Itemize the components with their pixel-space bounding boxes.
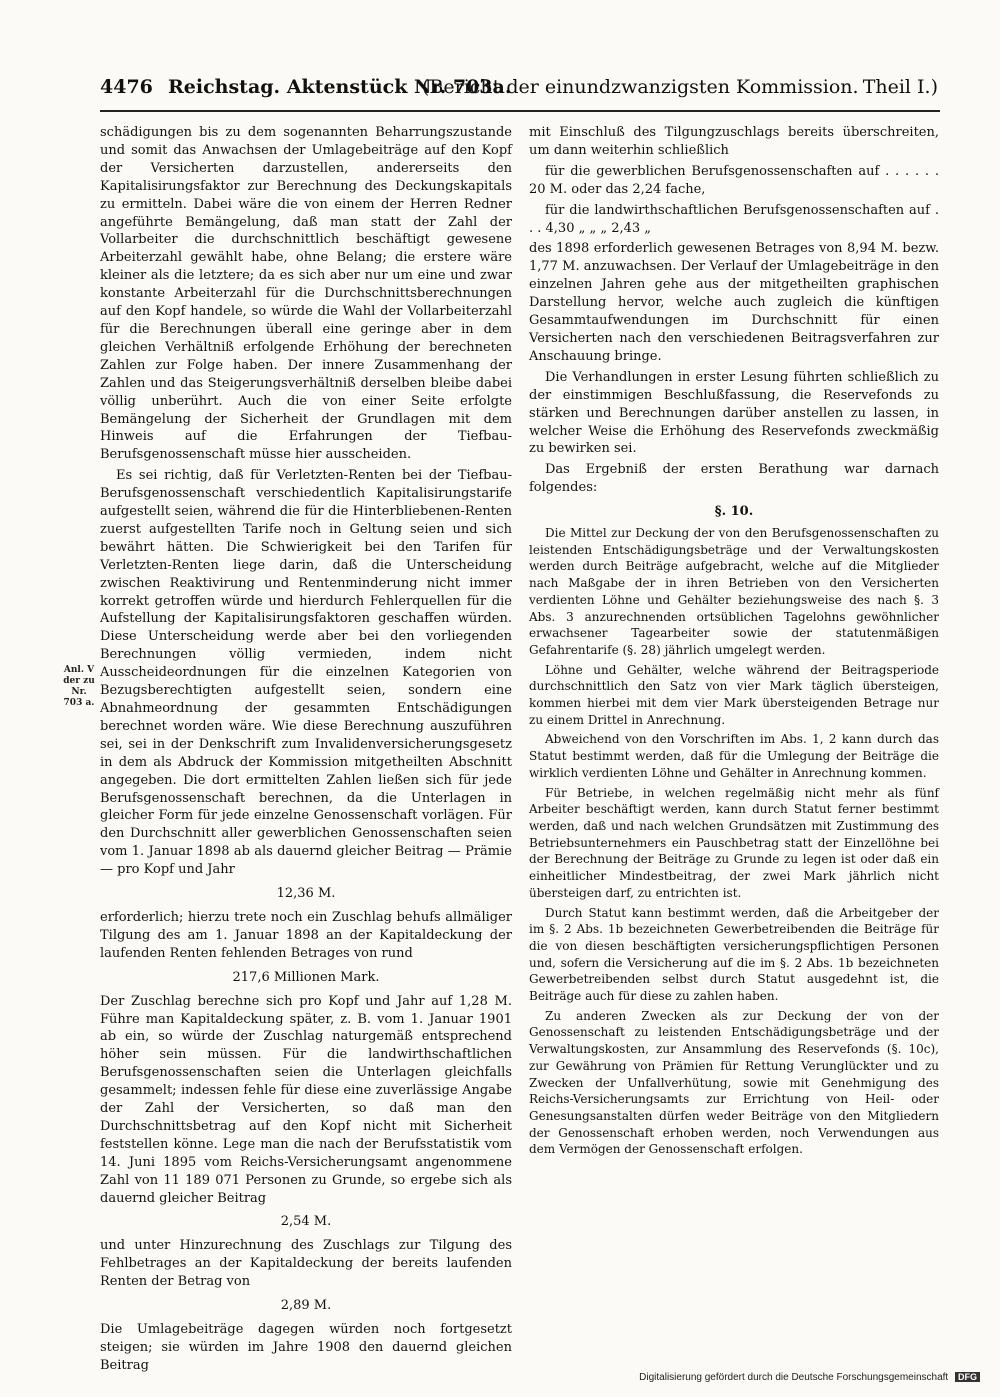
paragraph: und unter Hinzurechnung des Zuschlags zur Tilgung des Fehlbetrages an der Kapitaldeckung der bereits laufenden Renten der Betrag von — [100, 1238, 512, 1290]
dfg-logo: DFG — [955, 1372, 980, 1382]
amount-line: 12,36 M. — [276, 886, 336, 902]
report-title: (Bericht der einundzwanzigsten Kommission. — [422, 76, 859, 98]
paragraph: schädigungen bis zu dem sogenannten Beharrungszustande und somit das Anwachsen der Umlagebeiträge auf den Kopf der Versicherten darzustellen, andererseits den Kapitalisirungsfaktor zur Berechnung des Deckungskapitals zu ermitteln. Dabei wäre die von einem der Herren Redner angeführte Bemängelung, daß man statt der Zahl der Vollarbeiter die durchschnittlich beschäftigt gewesene Arbeiterzahl gewählt habe, ohne Belang; die erstere wäre kleiner als die letztere; da es sich aber nur um eine und zwar konstante Arbeiterzahl für die Durchschnittsberechnungen auf den Kopf handele, so würde die Wahl der Vollarbeiterzahl für die Berechnungen überall eine geringe aber in dem gleichen Verhältniß erfolgende Erhöhung der berechneten Zahlen zur Folge haben. Der innere Zusammenhang der Zahlen und das Steigerungsverhältniß derselben bleibe dabei völlig unberührt. Auch die von einer Seite erfolgte Bemängelung der Sicherheit der Grundlagen mit dem Hinweis auf die Erfahrungen der Tiefbau-Berufsgenossenschaft müsse hier ausscheiden. — [100, 125, 512, 463]
amount-line: 217,6 Millionen Mark. — [232, 969, 380, 985]
paragraph: erforderlich; hierzu trete noch ein Zuschlag behufs allmäliger Tilgung des am 1. Januar 1898 an der Kapitaldeckung der laufenden Renten fehlenden Betrages von rund — [100, 909, 512, 961]
statute-paragraph: Für Betriebe, in welchen regelmäßig nicht mehr als fünf Arbeiter beschäftigt werden, kann durch Statut ferner bestimmt werden, daß und nach welchen Grundsätzen mit Zustimmung des Betriebsunternehmers ein Pauschbetrag statt der Einzellöhne bei der Berechnung der Beiträge zu Grunde zu legen ist oder daß ein einheitlicher Mindestbeitrag, der zwei Mark jährlich nicht übersteigen darf, zu entrichten ist. — [529, 785, 939, 900]
statute-paragraph: Zu anderen Zwecken als zur Deckung der von der Genossenschaft zu leistenden Entschädigungsbeträge und der Verwaltungskosten, zur Ansammlung des Reservefonds (§. 10c), zur Gewährung von Prämien für Rettung Verunglückter und zu Zwecken der Unfallverhütung, sowie mit Genehmigung des Reichs-Versicherungsamts zur Errichtung von Heil- oder Genesungsanstalten dürfen weder Beiträge von den Mitgliedern der Genossenschaft erhoben werden, noch Verwendungen aus dem Vermögen der Genossenschaft erfolgen. — [529, 1008, 939, 1157]
paragraph: Das Ergebniß der ersten Berathung war darnach folgendes: — [529, 462, 939, 496]
amount-line: 2,54 M. — [280, 1214, 332, 1230]
statute-paragraph: Durch Statut kann bestimmt werden, daß die Arbeitgeber der im §. 2 Abs. 1b bezeichneten Gewerbetreibenden die Beiträge für die von diesen beschäftigten versicherungspflichtigen Personen und, sofern die Versicherung auf die im §. 2 Abs. 1b bezeichneten Gewerbetreibenden selbst durch Statut ausgedehnt ist, die Beiträge auch für diese zu zahlen haben. — [529, 905, 939, 1004]
statute-paragraph: Löhne und Gehälter, welche während der Beitragsperiode durchschnittlich den Satz von vier Mark täglich übersteigen, kommen hierbei mit dem vier Mark übersteigenden Betrage nur zu einem Drittel in Anrechnung. — [529, 662, 939, 727]
digitization-footer — [639, 1372, 980, 1383]
paragraph: Der Zuschlag berechne sich pro Kopf und Jahr auf 1,28 M. Führe man Kapitaldeckung später, z. B. vom 1. Januar 1901 ab ein, so würde der Zuschlag naturgemäß entsprechend höher sein müssen. Für die landwirthschaftlichen Berufsgenossenschaften seien die Unterlagen gleichfalls gesammelt; indessen fehle für diese eine zuverlässige Angabe der Zahl der Versicherten, so daß man den Durchschnittsbetrag auf den Kopf nicht mit Sicherheit feststellen könne. Lege man die nach der Berufsstatistik vom 14. Juni 1895 vom Reichs-Versicherungsamt angenommene Zahl von 11 189 071 Personen zu Grunde, so ergebe sich als dauernd gleicher Beitrag — [100, 993, 512, 1206]
paragraph: des 1898 erforderlich gewesenen Betrages von 8,94 M. bezw. 1,77 M. anzuwachsen. Der Verlauf der Umlagebeiträge in den einzelnen Jahren gehe aus der mitgetheilten graphischen Darstellung hervor, welche auch zugleich die künftigen Gesammtaufwendungen im Durchschnitt für einen Versicherten nach den verschiedenen Beitragsverfahren zur Anschauung bringe. — [529, 241, 939, 364]
paragraph: Die Verhandlungen in erster Lesung führten schließlich zu der einstimmigen Beschlußfassung, die Reservefonds zu stärken und Berechnungen darüber anstellen zu lassen, in welcher Weise die Erhöhung des Reservefonds zweckmäßig zu bewirken sei. — [529, 369, 939, 457]
right-column — [529, 124, 939, 1277]
left-column — [100, 124, 512, 1373]
publication-title: Reichstag. Aktenstück Nr. 703a. — [168, 76, 512, 98]
paragraph: mit Einschluß des Tilgungzuschlags bereits überschreiten, um dann weiterhin schließlich — [529, 125, 939, 158]
page-header — [100, 76, 938, 110]
list-entry: für die gewerblichen Berufsgenossenschaften auf . . . . . . 20 M. oder das 2,24 fache, — [529, 163, 939, 197]
header-rule — [100, 110, 940, 112]
paragraph: Es sei richtig, daß für Verletzten-Renten bei der Tiefbau-Berufsgenossenschaft verschiedentlich Kapitalisirungstarife aufgestellt seien, während die für die Hinterbliebenen-Renten zuerst aufgestellten Tarife noch in Geltung seien und sich bewährt hätten. Die Schwierigkeit bei den Tarifen für Verletzten-Renten liege darin, daß die Unterscheidung zwischen Reaktivirung und Rentenminderung nicht immer korrekt getroffen würde und hierdurch Fehlerquellen für die Aufstellung der Kapitalisirungsfaktoren geschaffen würden. Diese Unterscheidung werde aber bei den vorliegenden Berechnungen völlig vermieden, indem nicht Ausscheideordnungen für die einzelnen Kategorien von Bezugsberechtigten aufgestellt seien, sondern eine Abnahmeordnung der gesammten Entschädigungen berechnet worden wäre. Wie diese Berechnung auszuführen sei, sei in der Denkschrift zum Invalidenversicherungsgesetz in dem als Abdruck der Kommission mitgetheilten Abschnitt angegeben. Die dort ermittelten Zahlen ließen sich für jede Berufsgenossenschaft berechnen, da die Unterlagen in gleicher Form für jede einzelne Genossenschaft vorlägen. Für den Durchschnitt aller gewerblichen Genossenschaften seien vom 1. Januar 1898 ab als dauernd gleicher Beitrag — Prämie — pro Kopf und Jahr — [100, 468, 512, 878]
part-label: Theil I.) — [862, 76, 938, 98]
margin-annotation: Anl. V der zu Nr. 703 a. — [63, 665, 95, 708]
paragraph: Die Umlagebeiträge dagegen würden noch fortgesetzt steigen; sie würden im Jahre 1908 den dauernd gleichen Beitrag — [100, 1322, 512, 1373]
page-number: 4476 — [100, 76, 153, 98]
funding-note: Digitalisierung gefördert durch die Deutsche Forschungsgemeinschaft — [639, 1372, 949, 1383]
statute-paragraph: Die Mittel zur Deckung der von den Berufsgenossenschaften zu leistenden Entschädigungsbeträge und der Verwaltungskosten werden durch Beiträge aufgebracht, welche auf die Mitglieder nach Maßgabe der in ihren Betrieben von den Versicherten verdienten Löhne und Gehälter beziehungsweise des nach §. 3 Abs. 3 anzurechnenden ortsüblichen Tagelohns gewöhnlicher erwachsener Tagearbeiter sowie der statutenmäßigen Gefahrentarife (§. 28) jährlich umgelegt werden. — [529, 526, 939, 657]
amount-line: 2,89 M. — [280, 1298, 332, 1314]
list-entry: für die landwirthschaftlichen Berufsgenossenschaften auf . . . 4,30 „ „ „ 2,43 „ — [529, 202, 939, 236]
section-heading: §. 10. — [714, 504, 754, 520]
statute-paragraph: Abweichend von den Vorschriften im Abs. 1, 2 kann durch das Statut bestimmt werden, daß für die Umlegung der Beiträge die wirklich verdienten Löhne und Gehälter in Anrechnung kommen. — [529, 732, 939, 780]
